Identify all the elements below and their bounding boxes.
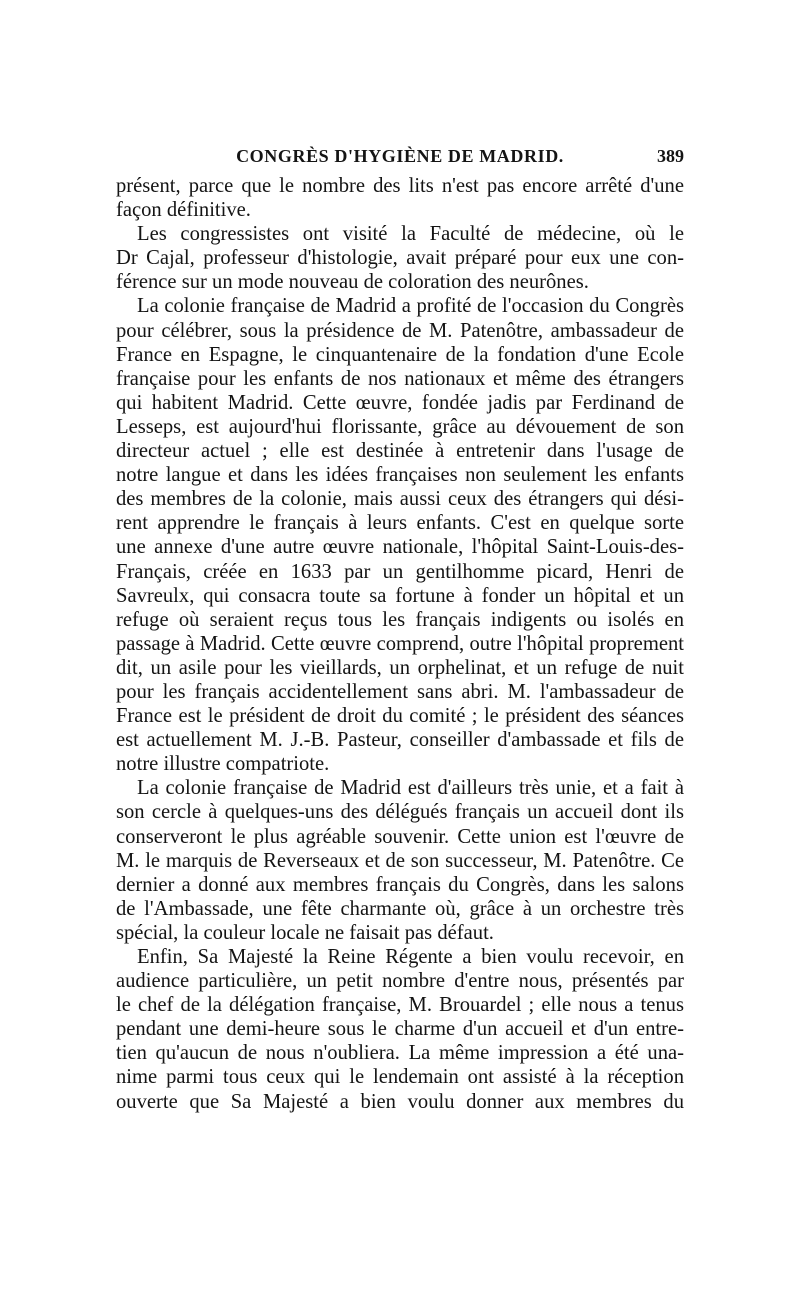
text-line: refuge où seraient reçus tous les français indigents ou isolés en: [116, 608, 684, 631]
text-line: rent apprendre le français à leurs enfants. C'est en quelque sorte: [116, 512, 684, 535]
text-line: dernier a donné aux membres français du Congrès, dans les salons: [116, 873, 684, 896]
text-line: férence sur un mode nouveau de coloration des neurônes.: [116, 271, 589, 294]
text-line: tien qu'aucun de nous n'oubliera. La même impression a été una-: [116, 1042, 684, 1065]
text-line: qui habitent Madrid. Cette œuvre, fondée jadis par Ferdinand de: [116, 391, 684, 414]
text-line: Lesseps, est aujourd'hui florissante, grâce au dévouement de son: [116, 415, 684, 438]
text-line: pendant une demi-heure sous le charme d'un accueil et d'un entre-: [116, 1018, 684, 1041]
text-line: façon définitive.: [116, 199, 251, 222]
text-line: La colonie française de Madrid a profité de l'occasion du Congrès: [137, 295, 684, 318]
text-line: pour célébrer, sous la présidence de M. Patenôtre, ambassadeur de: [116, 319, 684, 342]
text-line: passage à Madrid. Cette œuvre comprend, outre l'hôpital proprement: [116, 632, 684, 655]
text-line: pour les français accidentellement sans abri. M. l'ambassadeur de: [116, 680, 684, 703]
text-line: M. le marquis de Reverseaux et de son successeur, M. Patenôtre. Ce: [116, 849, 684, 872]
text-line: France en Espagne, le cinquantenaire de la fondation d'une Ecole: [116, 343, 684, 366]
text-line: Enfin, Sa Majesté la Reine Régente a bien voulu recevoir, en: [137, 946, 684, 968]
text-line: est actuellement M. J.-B. Pasteur, conseiller d'ambassade et fils de: [116, 729, 684, 752]
text-line: une annexe d'une autre œuvre nationale, l'hôpital Saint-Louis-des-: [116, 536, 684, 559]
text-line: France est le président de droit du comité ; le président des séances: [116, 705, 684, 728]
text-line: notre illustre compatriote.: [116, 753, 330, 776]
text-line: notre langue et dans les idées françaises non seulement les enfants: [116, 464, 684, 487]
text-line: La colonie française de Madrid est d'ailleurs très unie, et a fait à: [137, 777, 684, 800]
text-line: Savreulx, qui consacra toute sa fortune à fonder un hôpital et un: [116, 584, 684, 607]
body-text: [116, 174, 684, 1114]
text-line: directeur actuel ; elle est destinée à entretenir dans l'usage de: [116, 440, 684, 463]
text-line: le chef de la délégation française, M. Brouardel ; elle nous a tenus: [116, 994, 684, 1017]
running-head: [116, 146, 684, 170]
text-line: spécial, la couleur locale ne faisait pas défaut.: [116, 921, 494, 944]
text-line: dit, un asile pour les vieillards, un orphelinat, et un refuge de nuit: [116, 656, 684, 679]
text-line: ouverte que Sa Majesté a bien voulu donner aux membres du: [116, 1090, 684, 1113]
text-line: Dr Cajal, professeur d'histologie, avait préparé pour eux une con-: [116, 247, 684, 270]
text-line: nime parmi tous ceux qui le lendemain ont assisté à la réception: [116, 1066, 684, 1089]
text-line: audience particulière, un petit nombre d'entre nous, présentés par: [116, 970, 684, 993]
text-line: française pour les enfants de nos nationaux et même des étrangers: [116, 367, 684, 390]
text-line: conserveront le plus agréable souvenir. Cette union est l'œuvre de: [116, 825, 684, 848]
text-line: Français, créée en 1633 par un gentilhomme picard, Henri de: [116, 560, 684, 583]
text-line: son cercle à quelques-uns des délégués français un accueil dont ils: [116, 801, 684, 824]
text-line: présent, parce que le nombre des lits n'est pas encore arrêté d'une: [116, 175, 684, 197]
text-line: des membres de la colonie, mais aussi ceux des étrangers qui dési-: [116, 488, 684, 511]
text-line: Les congressistes ont visité la Faculté de médecine, où le: [137, 223, 684, 246]
page-number: 389: [657, 146, 684, 166]
text-line: de l'Ambassade, une fête charmante où, grâce à un orchestre très: [116, 897, 684, 920]
running-title: CONGRÈS D'HYGIÈNE DE MADRID.: [236, 146, 564, 166]
